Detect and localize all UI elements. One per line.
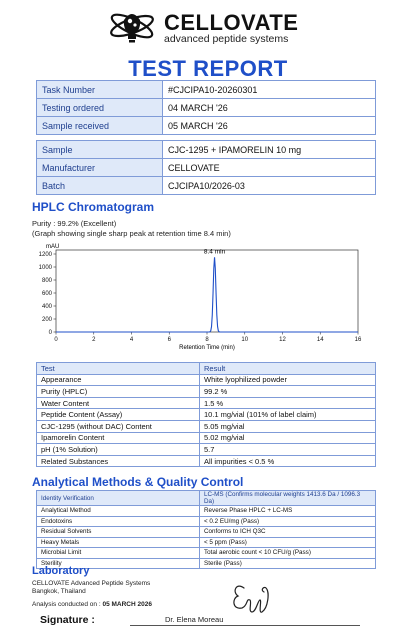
test-name: Purity (HPLC): [37, 386, 200, 398]
test-result: White lyophilized powder: [200, 374, 376, 386]
table-row: [37, 455, 376, 467]
info-label: Testing ordered: [37, 99, 163, 117]
table-row: [37, 397, 376, 409]
x-tick-label: 16: [354, 337, 362, 343]
y-tick-label: 600: [41, 291, 52, 297]
results-header-row: [37, 363, 376, 375]
signature-label: Signature :: [40, 614, 95, 626]
method-name: Microbial Limit: [37, 548, 200, 559]
report-header: [0, 0, 416, 50]
signature-line: [130, 625, 360, 626]
y-tick-label: 400: [41, 304, 52, 310]
test-result: All impurities < 0.5 %: [200, 455, 376, 467]
y-tick-label: 0: [48, 330, 52, 336]
x-tick-label: 0: [54, 337, 58, 343]
info-value: #CJCIPA10-20260301: [163, 81, 376, 99]
x-tick-label: 4: [129, 337, 134, 343]
graph-description: (Graph showing single sharp peak at retention time 8.4 min): [32, 229, 231, 238]
y-tick-label: 1200: [38, 252, 52, 258]
atom-bulb-icon: [108, 6, 156, 46]
table-row: [37, 506, 376, 517]
table-row: [37, 516, 376, 527]
table-row: [37, 409, 376, 421]
test-name: Water Content: [37, 397, 200, 409]
methods-table: [36, 490, 376, 569]
method-name: Residual Solvents: [37, 527, 200, 538]
method-header-name: Identity Verification: [37, 491, 200, 506]
info-value: 04 MARCH '26: [163, 99, 376, 117]
info-label: Sample received: [37, 117, 163, 135]
table-row: [37, 548, 376, 559]
x-tick-label: 2: [92, 337, 96, 343]
method-name: Analytical Method: [37, 506, 200, 517]
chart-y-ticks: [39, 252, 56, 336]
info-label: Batch: [37, 177, 163, 195]
x-tick-label: 14: [316, 337, 324, 343]
info-row-manufacturer: [37, 159, 376, 177]
y-tick-label: 1000: [38, 265, 52, 271]
info-row-sample: [37, 141, 376, 159]
chart-axes: [56, 250, 358, 332]
info-row-task-number: [37, 81, 376, 99]
chart-peak-label: 8.4 min: [203, 248, 226, 256]
sample-info-table: [36, 140, 376, 195]
handwritten-signature: [230, 578, 278, 622]
test-name: Ipamorelin Content: [37, 432, 200, 444]
table-row: [37, 374, 376, 386]
results-header-result: Result: [200, 363, 376, 375]
methods-section-title: Analytical Methods & Quality Control: [32, 475, 244, 489]
info-value: 05 MARCH '26: [163, 117, 376, 135]
results-header-test: Test: [37, 363, 200, 375]
laboratory-name: CELLOVATE Advanced Peptide Systems: [32, 580, 151, 587]
method-value: < 0.2 EU/mg (Pass): [200, 516, 376, 527]
method-value: < 5 ppm (Pass): [200, 537, 376, 548]
test-result: 5.7: [200, 444, 376, 456]
chart-series: [56, 257, 358, 332]
method-value: Sterile (Pass): [200, 558, 376, 569]
method-name: Endotoxins: [37, 516, 200, 527]
y-tick-label: 800: [41, 278, 52, 284]
order-info-table: [36, 80, 376, 135]
info-value: CJC-1295 + IPAMORELIN 10 mg: [163, 141, 376, 159]
chart-y-axis-label: mAU: [46, 244, 60, 250]
laboratory-title: Laboratory: [32, 565, 90, 577]
analysis-prefix: Analysis conducted on :: [32, 601, 103, 608]
method-name: Sterility: [37, 558, 200, 569]
purity-summary: Purity : 99.2% (Excellent): [32, 219, 117, 228]
hplc-chromatogram-chart: [30, 240, 380, 358]
info-label: Sample: [37, 141, 163, 159]
analysis-date-line: [32, 601, 152, 608]
test-name: Related Substances: [37, 455, 200, 467]
x-tick-label: 12: [279, 337, 286, 343]
info-row-batch: [37, 177, 376, 195]
table-row: [37, 420, 376, 432]
table-row: [37, 432, 376, 444]
chromatogram-line: [56, 257, 358, 332]
laboratory-city: Bangkok, Thailand: [32, 588, 86, 595]
method-value: Total aerobic count < 10 CFU/g (Pass): [200, 548, 376, 559]
chart-plot-frame: [56, 250, 358, 332]
info-row-sample-received: [37, 117, 376, 135]
test-name: Peptide Content (Assay): [37, 409, 200, 421]
method-value: Reverse Phase HPLC + LC-MS: [200, 506, 376, 517]
chart-x-ticks: [54, 332, 362, 343]
chart-x-axis-label: Retention Time (min): [179, 345, 235, 351]
y-tick-label: 200: [41, 317, 52, 323]
method-name: Heavy Metals: [37, 537, 200, 548]
test-name: Appearance: [37, 374, 200, 386]
test-result: 1.5 %: [200, 397, 376, 409]
info-label: Task Number: [37, 81, 163, 99]
x-tick-label: 8: [205, 337, 209, 343]
test-name: CJC-1295 (without DAC) Content: [37, 420, 200, 432]
x-tick-label: 10: [241, 337, 249, 343]
test-result: 5.02 mg/vial: [200, 432, 376, 444]
method-header-value: LC-MS (Confirms molecular weights 1413.6 Da / 1096.3 Da): [200, 491, 376, 506]
methods-header-row: [37, 491, 376, 506]
table-row: [37, 527, 376, 538]
info-value: CELLOVATE: [163, 159, 376, 177]
test-result: 5.05 mg/vial: [200, 420, 376, 432]
hplc-section-title: HPLC Chromatogram: [32, 200, 155, 214]
table-row: [37, 444, 376, 456]
signer-name: Dr. Elena Moreau: [165, 615, 224, 624]
x-tick-label: 6: [167, 337, 171, 343]
table-row: [37, 537, 376, 548]
method-value: Conforms to ICH Q3C: [200, 527, 376, 538]
info-row-testing-ordered: [37, 99, 376, 117]
test-name: pH (1% Solution): [37, 444, 200, 456]
brand-tagline: advanced peptide systems: [164, 33, 289, 45]
analysis-date: 05 MARCH 2026: [102, 601, 152, 608]
test-result: 10.1 mg/vial (101% of label claim): [200, 409, 376, 421]
test-results-table: [36, 362, 376, 467]
info-label: Manufacturer: [37, 159, 163, 177]
info-value: CJCIPA10/2026-03: [163, 177, 376, 195]
test-result: 99.2 %: [200, 386, 376, 398]
report-title: TEST REPORT: [128, 56, 288, 81]
table-row: [37, 386, 376, 398]
brand-name: CELLOVATE: [164, 10, 299, 35]
